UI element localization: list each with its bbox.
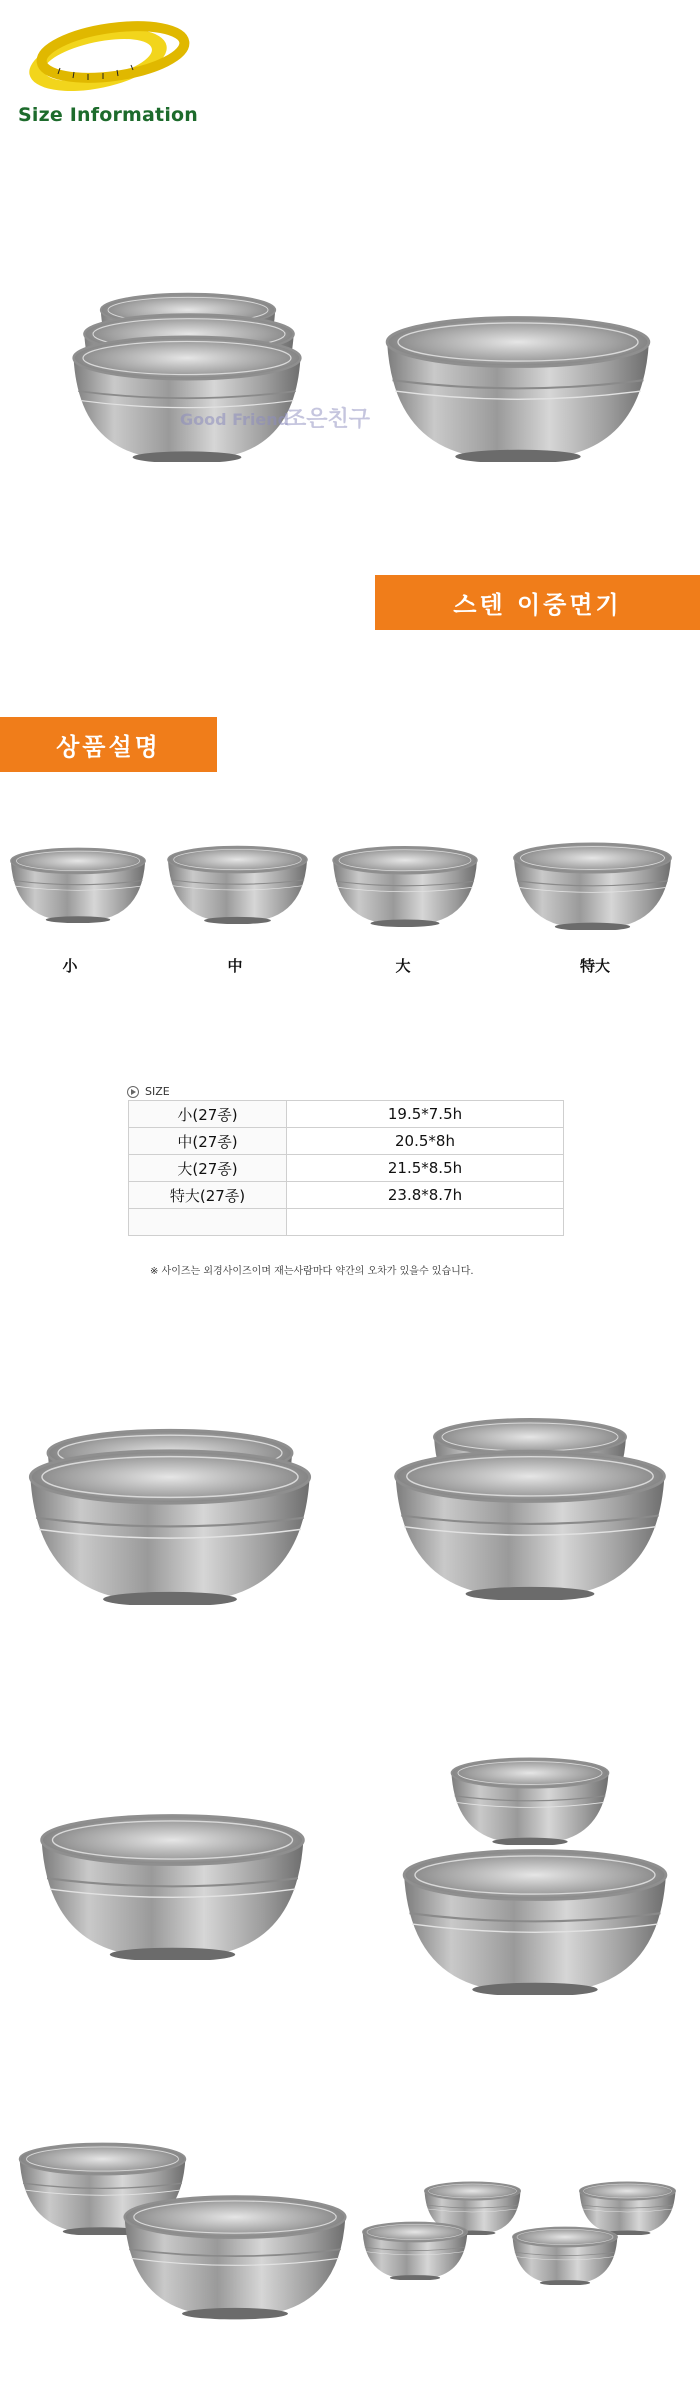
size-name: 大(27종) — [129, 1155, 287, 1182]
watermark-korean: 조은친구 — [285, 407, 371, 432]
watermark-latin: Good Friend — [180, 410, 290, 429]
size-section-header — [127, 1085, 170, 1098]
hero-product-image — [20, 290, 670, 480]
table-row — [129, 1209, 564, 1236]
single-bowl-image — [378, 312, 658, 462]
size-value: 20.5*8h — [287, 1128, 564, 1155]
gallery-photo-2 — [385, 1415, 675, 1605]
table-row — [129, 1128, 564, 1155]
size-value: 23.8*8.7h — [287, 1182, 564, 1209]
gallery-photo-5 — [5, 2140, 350, 2340]
product-description-banner: 상품설명 — [0, 717, 217, 772]
size-value — [287, 1209, 564, 1236]
table-row — [129, 1155, 564, 1182]
size-label-large: 大 — [395, 957, 411, 975]
gallery-photo-3 — [25, 1810, 320, 1960]
gallery-photo-1 — [10, 1425, 330, 1610]
product-name-banner: 스텐 이중면기 — [375, 575, 700, 630]
bowl-xlarge-image — [510, 840, 675, 930]
logo-text: Size Information — [18, 104, 199, 126]
size-table — [128, 1100, 564, 1236]
size-label-small: 小 — [62, 957, 78, 975]
size-section-label: SIZE — [145, 1085, 170, 1098]
measuring-tape-icon — [18, 12, 196, 100]
size-label-xlarge: 特大 — [579, 957, 610, 975]
size-name: 中(27종) — [129, 1128, 287, 1155]
size-note: ※ 사이즈는 외경사이즈이며 재는사람마다 약간의 오차가 있을수 있습니다. — [150, 1266, 474, 1277]
size-value: 19.5*7.5h — [287, 1101, 564, 1128]
bowl-medium-image — [165, 843, 310, 924]
size-value: 21.5*8.5h — [287, 1155, 564, 1182]
gallery-photo-6 — [355, 2180, 695, 2330]
table-row — [129, 1101, 564, 1128]
table-row — [129, 1182, 564, 1209]
size-name: 小(27종) — [129, 1101, 287, 1128]
stacked-bowls-image — [25, 290, 345, 465]
play-circle-icon — [127, 1086, 139, 1098]
bowl-large-image — [330, 843, 480, 927]
size-name: 特大(27종) — [129, 1182, 287, 1209]
size-name — [129, 1209, 287, 1236]
size-label-medium: 中 — [227, 957, 243, 975]
gallery-photo-4 — [395, 1755, 675, 2005]
bowl-small-image — [8, 845, 148, 923]
